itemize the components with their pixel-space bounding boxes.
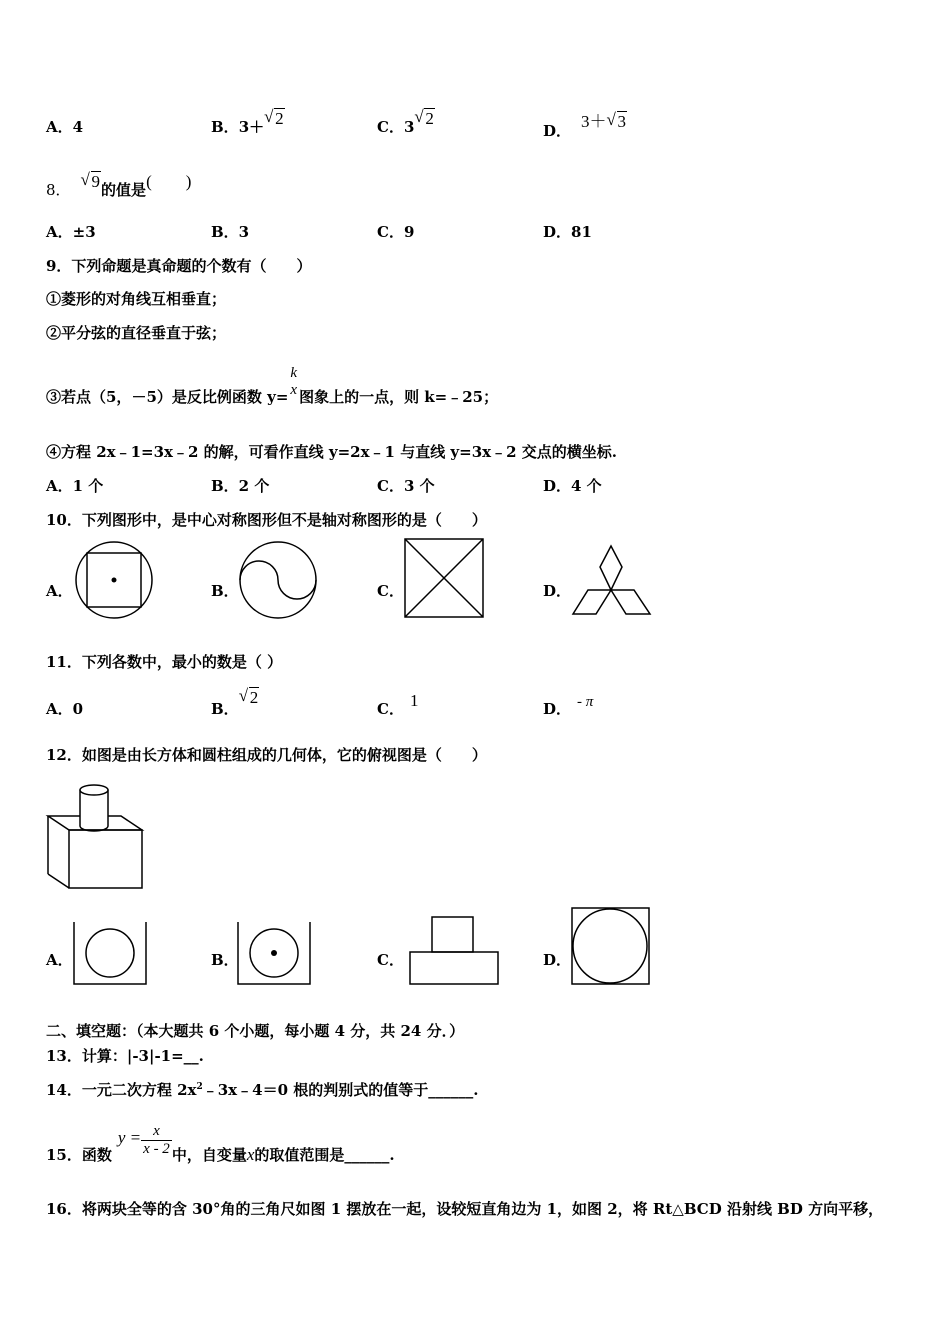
q14-superscript: 2 [196, 1082, 203, 1092]
q9-title: 9．下列命题是真命题的个数有（ ） [46, 257, 312, 275]
q8-number: 8． [46, 181, 71, 199]
q11-option-a[interactable]: A．0 [46, 700, 84, 718]
q12-title: 12．如图是由长方体和圆柱组成的几何体，它的俯视图是（ ） [46, 746, 487, 764]
q11-option-c[interactable] [377, 691, 419, 719]
q14-question [46, 1079, 478, 1100]
q8-option-a[interactable]: A．±3 [46, 223, 96, 241]
q11-d-value: - π [577, 694, 594, 710]
q9-option-b[interactable]: B．2 个 [211, 477, 270, 495]
q15-text-b: 中，自变量 [171, 1145, 247, 1164]
q12-figure-a[interactable] [72, 920, 150, 986]
q7-c-value: 3 [403, 118, 415, 136]
q9-option-c[interactable]: C．3 个 [377, 477, 435, 495]
q15-question [46, 1111, 395, 1164]
q12-option-a-label[interactable]: A． [46, 951, 73, 969]
q10-figure-d[interactable] [568, 542, 658, 620]
q9-statement-2: ②平分弦的直径垂直于弦； [46, 324, 227, 342]
q12-option-c-label[interactable]: C． [377, 951, 404, 969]
q7-b-value: 3＋ [238, 118, 265, 136]
q7-d-sqrt: √ 3 [606, 110, 627, 131]
q12-option-b-label[interactable]: B． [211, 951, 239, 969]
q10-option-d-label[interactable]: D． [543, 582, 572, 600]
q7-option-a[interactable]: A．4 [46, 118, 84, 136]
q11-b-label: B． [211, 700, 239, 718]
q8-option-b[interactable]: B．3 [211, 223, 250, 241]
q10-figure-a[interactable] [72, 540, 158, 620]
q13-question: 13．计算：|-3|-1=__. [46, 1047, 204, 1065]
q7-option-d[interactable] [543, 110, 627, 141]
q11-b-sqrt: √ 2 [238, 686, 259, 707]
q7-option-b[interactable] [211, 107, 285, 137]
q15-y: y = [117, 1127, 142, 1147]
q15-text-c: 的取值范围是______. [254, 1145, 395, 1164]
q7-c-sqrt: √ 2 [414, 107, 434, 128]
q16-question: 16．将两块全等的含 30°角的三角尺如图 1 摆放在一起，设较短直角边为 1，如图 2，将 Rt△BCD 沿射线 BD 方向平移， [46, 1200, 884, 1218]
q7-b-sqrt: √ 2 [264, 107, 284, 128]
q7-b-label: B． [211, 118, 239, 136]
q11-c-value: 1 [409, 691, 419, 710]
q8-sqrt: √ 9 [80, 170, 101, 191]
q10-title: 10．下列图形中，是中心对称图形但不是轴对称图形的是（ ） [46, 511, 487, 529]
q7-option-c[interactable] [377, 107, 435, 137]
q7-d-label: D． [543, 122, 572, 140]
q7-c-label: C． [377, 118, 404, 136]
q14-text-a: 14．一元二次方程 2x [46, 1081, 197, 1099]
q15-text-a: 15．函数 [46, 1145, 112, 1164]
q14-text-b: ﹣3x﹣4＝0 根的判别式的值等于______. [202, 1081, 479, 1099]
q10-figure-b[interactable] [236, 540, 322, 620]
q8-text: 的值是 [101, 181, 147, 199]
q12-solid-figure [44, 782, 148, 892]
q9-s3-text-a: ③若点（5，－5）是反比例函数 y= [46, 388, 289, 406]
q7-d-value: 3＋ [581, 112, 607, 131]
q10-option-a-label[interactable]: A． [46, 582, 73, 600]
q8-option-c[interactable]: C．9 [377, 223, 415, 241]
q8-option-d[interactable]: D．81 [543, 223, 592, 241]
q9-s3-fraction: k x [290, 365, 298, 398]
q11-option-d[interactable] [543, 694, 594, 719]
q10-figure-c[interactable] [403, 537, 487, 619]
q9-statement-1: ①菱形的对角线互相垂直； [46, 290, 227, 308]
q8-paren: ( ) [146, 172, 192, 191]
q12-figure-b[interactable] [236, 920, 314, 986]
q12-figure-c[interactable] [408, 915, 502, 987]
q8-question [46, 170, 192, 200]
q12-option-d-label[interactable]: D． [543, 951, 572, 969]
q9-statement-4: ④方程 2x﹣1=3x﹣2 的解，可看作直线 y=2x﹣1 与直线 y=3x﹣2 交点的横坐标. [46, 443, 617, 461]
q9-statement-3 [46, 355, 499, 406]
q10-option-b-label[interactable]: B． [211, 582, 239, 600]
q12-figure-d[interactable] [570, 906, 652, 986]
q11-title: 11．下列各数中，最小的数是（ ） [46, 653, 283, 671]
q9-option-a[interactable]: A．1 个 [46, 477, 104, 495]
q11-c-label: C． [377, 700, 404, 718]
q9-s3-text-b: 图象上的一点，则 k=﹣25； [299, 388, 499, 406]
q11-option-b[interactable] [211, 686, 259, 719]
q15-fraction: $\frac{x}{x - 2}$ [143, 1123, 170, 1157]
q10-option-c-label[interactable]: C． [377, 582, 404, 600]
q15-x: x [246, 1144, 255, 1164]
q11-d-label: D． [543, 700, 572, 718]
section-2-heading: 二、填空题：（本大题共 6 个小题，每小题 4 分，共 24 分．） [46, 1022, 465, 1040]
q9-option-d[interactable]: D．4 个 [543, 477, 602, 495]
